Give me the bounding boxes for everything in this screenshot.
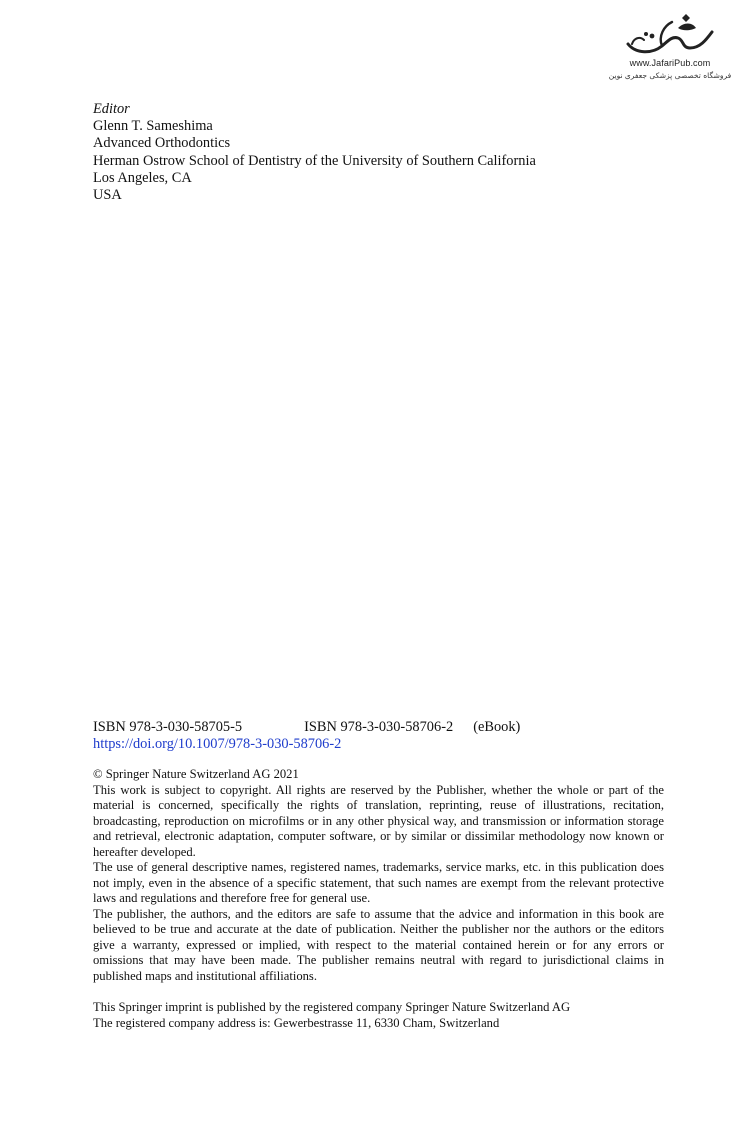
copyright-line: © Springer Nature Switzerland AG 2021 — [93, 767, 299, 781]
rights-paragraph: This work is subject to copyright. All rights are reserved by the Publisher, whether the whole or part of the material is concerned, specifically the rights of translation, reprinting, reuse of illustrations, recitation, broadcasting, reproduction on microfilms or in any other physical way, and transmission or information storage and retrieval, electronic adaptation, computer software, or by similar or dissimilar methodology now known or hereafter developed. — [93, 782, 664, 859]
jafaripub-logo-icon — [622, 14, 718, 58]
isbn-ebook: ISBN 978-3-030-58706-2 — [304, 719, 454, 735]
isbn-info — [93, 719, 520, 753]
imprint-line-2: The registered company address is: Gewerbestrasse 11, 6330 Cham, Switzerland — [93, 1015, 500, 1030]
editor-info — [93, 101, 536, 204]
imprint-info — [93, 1000, 570, 1031]
advice-paragraph: The publisher, the authors, and the editors are safe to assume that the advice and information in this book are believed to be true and accurate at the date of publication. Neither the publisher nor the authors or the editors give a warranty, expressed or implied, with respect to the material contained herein or for any errors or omissions that may have been made. The publisher remains neutral with regard to jurisdictional claims in published maps and institutional affiliations. — [93, 906, 664, 983]
watermark-site: www.JafariPub.com — [629, 58, 711, 68]
isbn-ebook-format: (eBook) — [473, 719, 521, 735]
editor-name: Glenn T. Sameshima — [93, 118, 213, 135]
editor-country: USA — [93, 187, 122, 204]
editor-city: Los Angeles, CA — [93, 169, 192, 186]
editor-department: Advanced Orthodontics — [93, 135, 231, 152]
editor-role: Editor — [93, 101, 130, 117]
isbn-print: ISBN 978-3-030-58705-5 — [93, 719, 243, 735]
imprint-line-1: This Springer imprint is published by the registered company Springer Nature Switzerland AG — [93, 1000, 571, 1014]
editor-school: Herman Ostrow School of Dentistry of the University of Southern California — [93, 152, 536, 169]
legal-notice — [93, 767, 664, 984]
isbn-row — [93, 719, 520, 736]
names-paragraph: The use of general descriptive names, registered names, trademarks, service marks, etc. in this publication does not imply, even in the absence of a specific statement, that such names are exempt from the relevant protective laws and regulations and therefore free for general use. — [93, 860, 664, 905]
publisher-watermark — [606, 14, 734, 92]
doi-link[interactable]: https://doi.org/10.1007/978-3-030-58706-2 — [93, 736, 342, 753]
watermark-tagline: فروشگاه تخصصی پزشکی جعفری نوین — [608, 71, 732, 80]
